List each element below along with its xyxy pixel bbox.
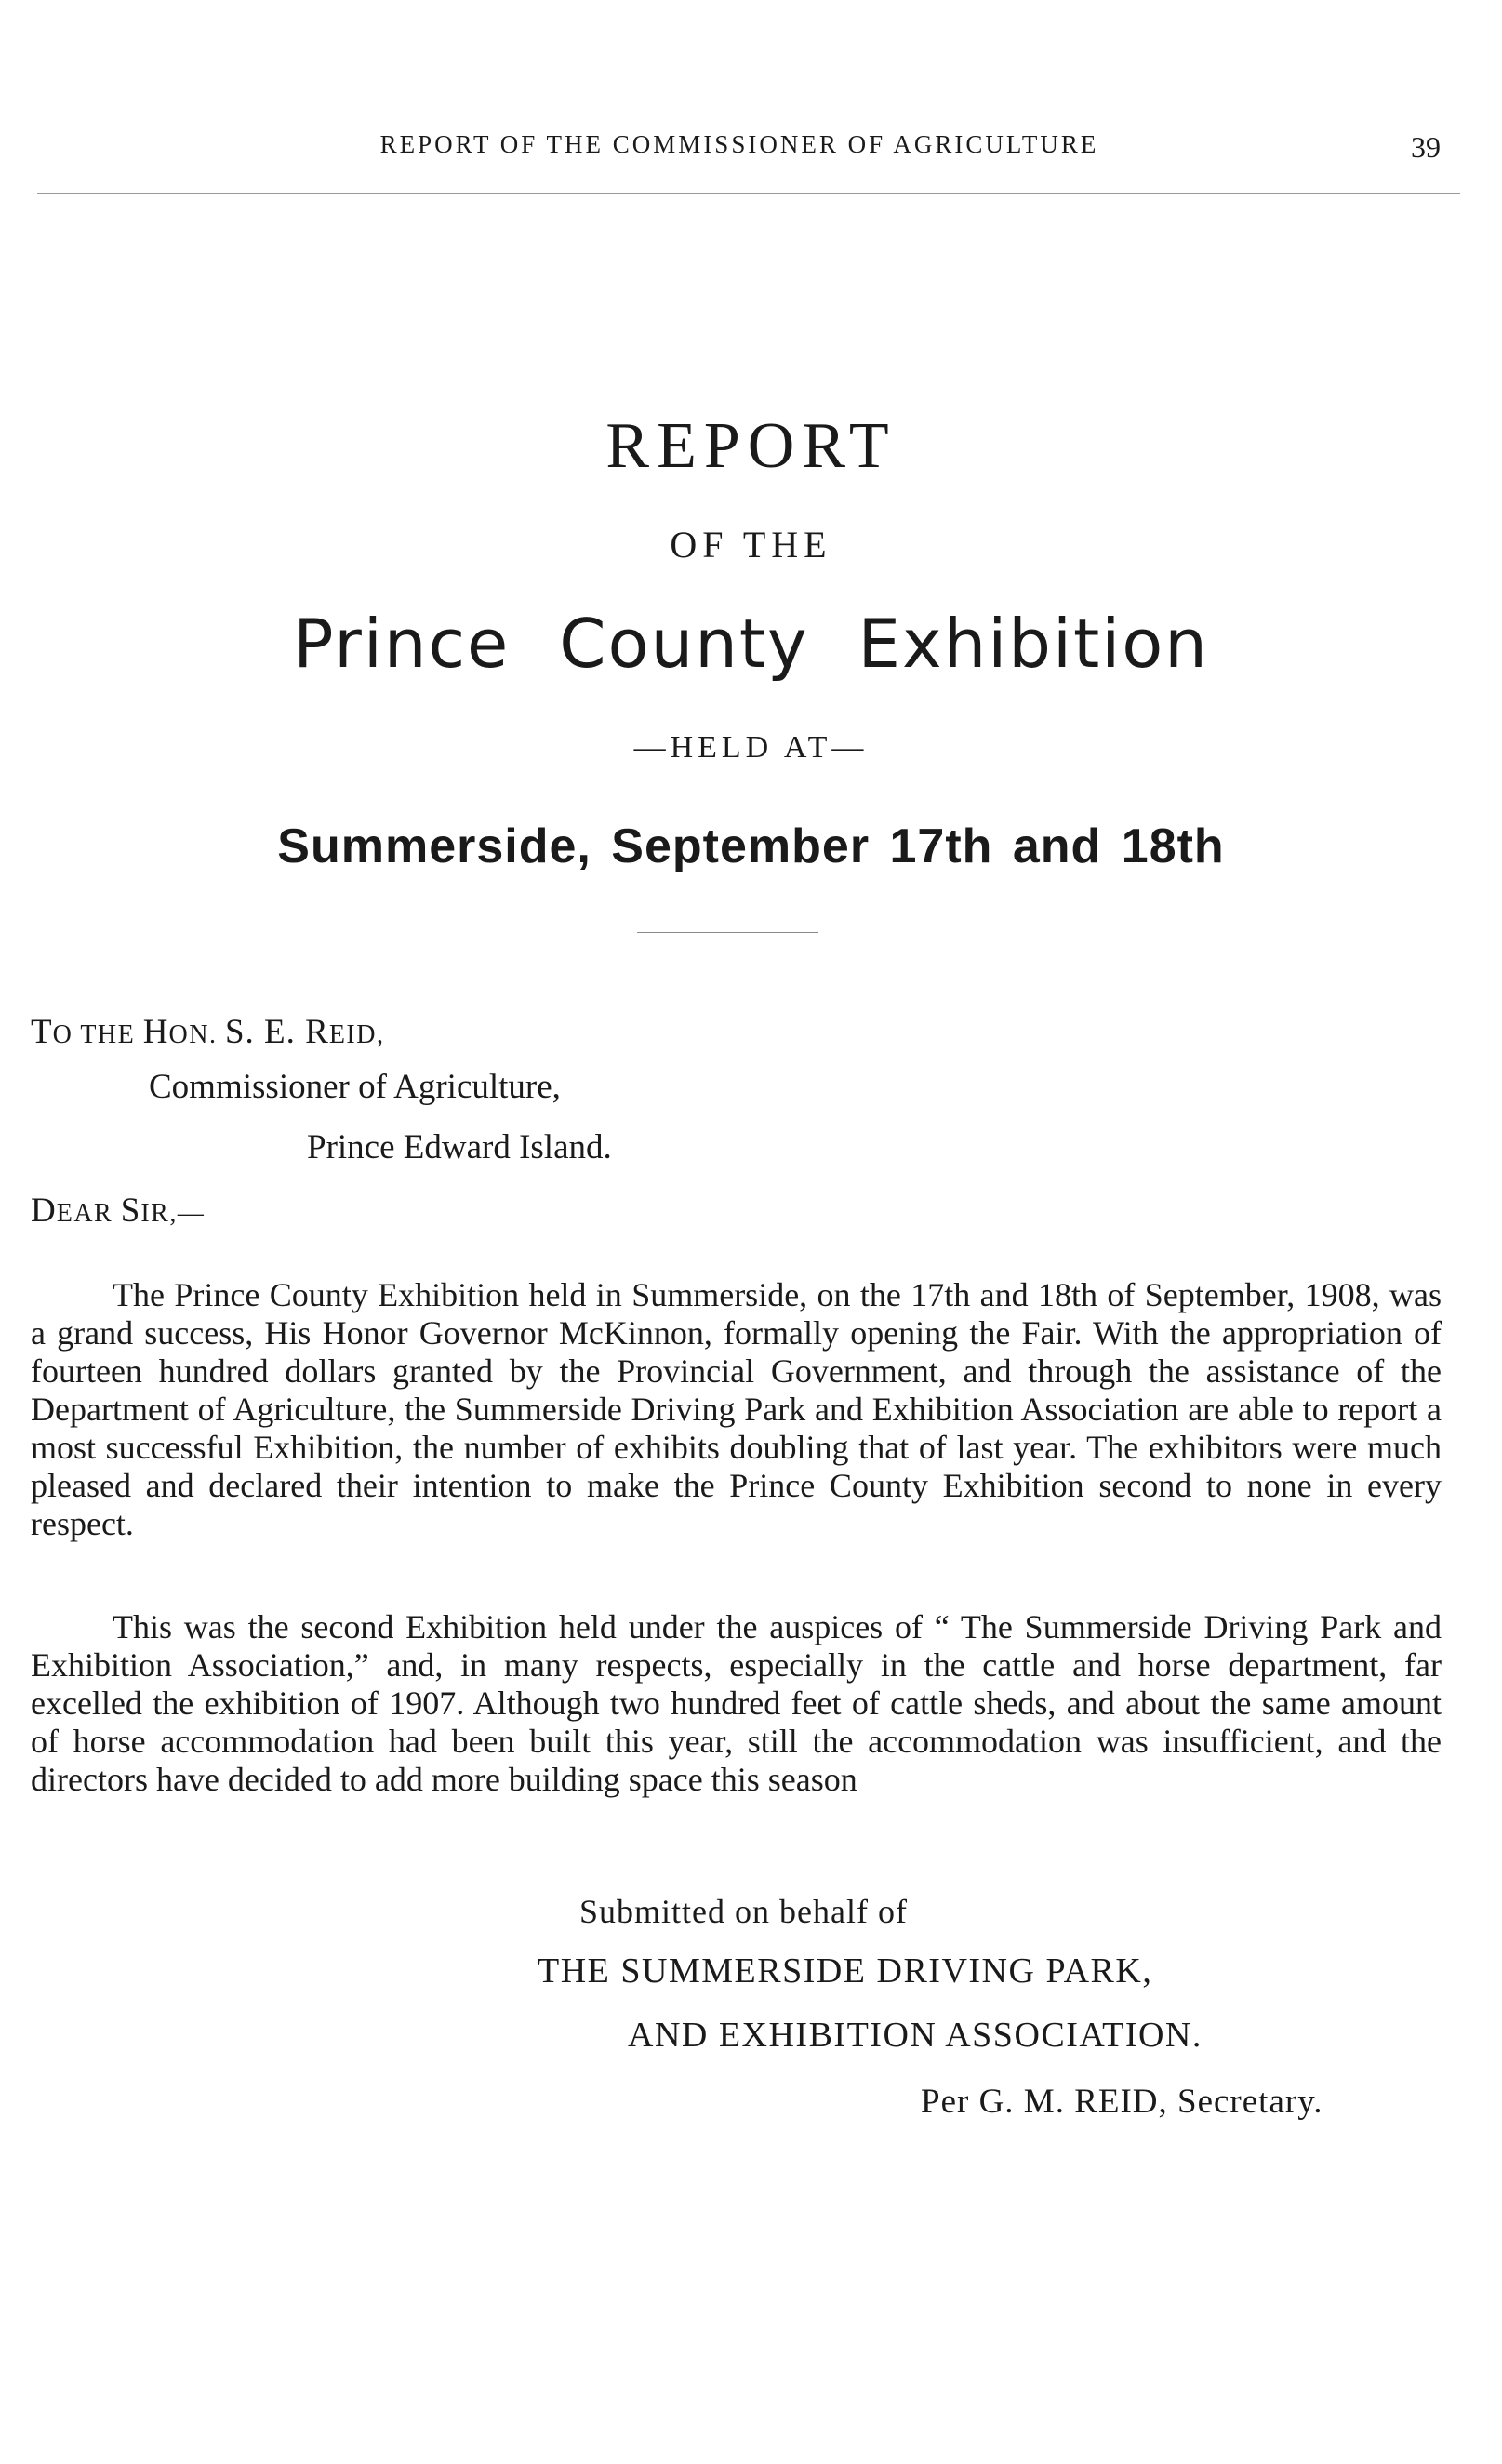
salutation <box>31 1191 205 1231</box>
title-report: REPORT <box>605 410 897 482</box>
salutation-s: S <box>120 1192 141 1230</box>
running-header: REPORT OF THE COMMISSIONER OF AGRICULTURE <box>379 130 1099 158</box>
hon-initial: H <box>142 1013 169 1051</box>
page-title: Prince County Exhibition <box>293 605 1209 683</box>
salutation-d: D <box>31 1192 57 1230</box>
to-smallcaps: O THE <box>52 1020 143 1049</box>
to-initial: T <box>31 1013 53 1051</box>
body-paragraph-2: This was the second Exhibition held under the auspices of “ The Summerside Driving Park and Exhibition Association,” and, in many respects, especially in the cattle and horse department, far excelled the exhibition of 1907. Although two hundred feet of cattle sheds, and about the same amount of horse accommodation had been built this year, still the accommodation was insufficient, and the directors have decided to add more building space this season <box>31 1608 1442 1798</box>
signature-submitted: Submitted on behalf of <box>579 1893 908 1930</box>
title-location-date: Summerside, September 17th and 18th <box>277 819 1225 873</box>
address-place: Prince Edward Island. <box>307 1128 612 1166</box>
signature-signed: Per G. M. REID, Secretary. <box>921 2083 1323 2121</box>
header-rule <box>37 193 1460 194</box>
salutation-smallcaps-2: IR,— <box>140 1199 206 1228</box>
signature-org-line-1: THE SUMMERSIDE DRIVING PARK, <box>538 1951 1153 1991</box>
address-recipient <box>31 1012 384 1052</box>
recipient-initials: S. E. <box>224 1013 306 1051</box>
hon-smallcaps: ON. <box>168 1020 225 1049</box>
page-number: 39 <box>1411 130 1441 164</box>
title-held-at: —HELD AT— <box>633 730 869 765</box>
signature-org-line-2: AND EXHIBITION ASSOCIATION. <box>628 2016 1203 2055</box>
title-of-the: OF THE <box>670 524 832 566</box>
section-divider <box>637 932 818 933</box>
salutation-smallcaps-1: EAR <box>56 1199 121 1228</box>
body-paragraph-1: The Prince County Exhibition held in Summerside, on the 17th and 18th of September, 1908, was a grand success, His Honor Governor McKinnon, formally opening the Fair. With the appropriation of fourteen hundred dollars granted by the Provincial Government, and through the assistance of the Department of Agriculture, the Summerside Driving Park and Exhibition Association are able to report a most successful Exhibition, the number of exhibits doubling that of last year. The exhibitors were much pleased and declared their intention to make the Prince County Exhibition second to none in every respect. <box>31 1276 1442 1542</box>
surname-smallcaps: EID, <box>328 1020 385 1049</box>
surname-initial: R <box>305 1013 329 1051</box>
address-office: Commissioner of Agriculture, <box>149 1068 561 1106</box>
